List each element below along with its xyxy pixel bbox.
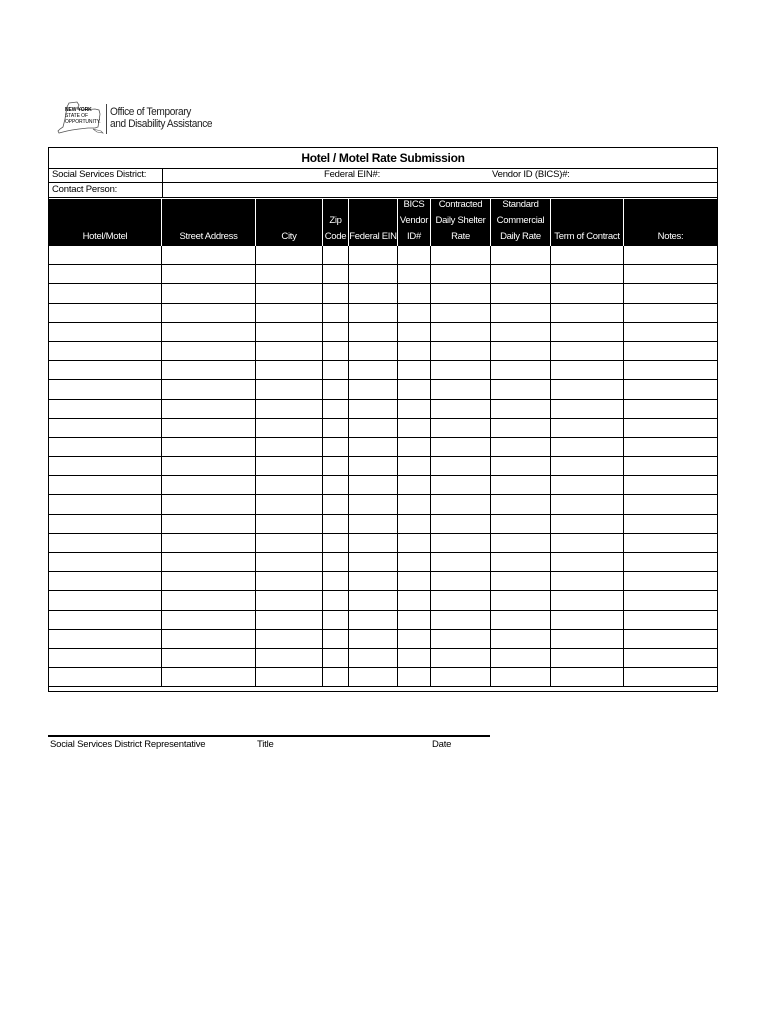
cell-notes[interactable] (624, 246, 717, 264)
state-wordmark: NEW YORK STATE OF OPPORTUNITY. (65, 107, 101, 125)
cell-zip-code[interactable] (323, 342, 349, 360)
cell-contracted-rate[interactable] (431, 515, 491, 533)
cell-bics-vendor-id[interactable] (398, 361, 431, 379)
table-row (49, 342, 717, 361)
cell-zip-code[interactable] (323, 572, 349, 590)
cell-zip-code[interactable] (323, 476, 349, 494)
cell-commercial-rate[interactable] (491, 419, 551, 437)
cell-contracted-rate[interactable] (431, 323, 491, 341)
cell-hotel-motel[interactable] (49, 515, 162, 533)
cell-contracted-rate[interactable] (431, 380, 491, 398)
cell-contracted-rate[interactable] (431, 630, 491, 648)
cell-hotel-motel[interactable] (49, 534, 162, 552)
cell-federal-ein[interactable] (349, 476, 398, 494)
cell-hotel-motel[interactable] (49, 342, 162, 360)
cell-bics-vendor-id[interactable] (398, 438, 431, 456)
cell-contracted-rate[interactable] (431, 668, 491, 686)
cell-contracted-rate[interactable] (431, 265, 491, 283)
cell-notes[interactable] (624, 591, 717, 609)
vendor-id-label: Vendor ID (BICS)#: (492, 169, 570, 180)
cell-bics-vendor-id[interactable] (398, 304, 431, 322)
col-header-hotel-motel: Hotel/Motel (49, 199, 162, 246)
col-header-contracted-rate: Contracted Daily Shelter Rate (431, 199, 491, 246)
cell-street-address[interactable] (162, 246, 256, 264)
cell-bics-vendor-id[interactable] (398, 476, 431, 494)
cell-hotel-motel[interactable] (49, 304, 162, 322)
cell-federal-ein[interactable] (349, 323, 398, 341)
cell-notes[interactable] (624, 304, 717, 322)
cell-federal-ein[interactable] (349, 304, 398, 322)
table-row (49, 419, 717, 438)
cell-street-address[interactable] (162, 649, 256, 667)
cell-bics-vendor-id[interactable] (398, 495, 431, 513)
cell-city[interactable] (256, 323, 323, 341)
cell-bics-vendor-id[interactable] (398, 342, 431, 360)
cell-term-of-contract[interactable] (551, 265, 624, 283)
table-row (49, 553, 717, 572)
cell-federal-ein[interactable] (349, 419, 398, 437)
cell-commercial-rate[interactable] (491, 265, 551, 283)
cell-city[interactable] (256, 591, 323, 609)
cell-hotel-motel[interactable] (49, 361, 162, 379)
cell-federal-ein[interactable] (349, 611, 398, 629)
col-header-commercial-rate: Standard Commercial Daily Rate (491, 199, 551, 246)
cell-contracted-rate[interactable] (431, 246, 491, 264)
signature-line (48, 735, 490, 737)
cell-street-address[interactable] (162, 457, 256, 475)
cell-notes[interactable] (624, 323, 717, 341)
cell-notes[interactable] (624, 649, 717, 667)
cell-commercial-rate[interactable] (491, 323, 551, 341)
cell-zip-code[interactable] (323, 515, 349, 533)
cell-bics-vendor-id[interactable] (398, 534, 431, 552)
cell-term-of-contract[interactable] (551, 419, 624, 437)
cell-notes[interactable] (624, 534, 717, 552)
cell-contracted-rate[interactable] (431, 438, 491, 456)
cell-hotel-motel[interactable] (49, 668, 162, 686)
cell-federal-ein[interactable] (349, 342, 398, 360)
cell-term-of-contract[interactable] (551, 572, 624, 590)
cell-contracted-rate[interactable] (431, 476, 491, 494)
cell-bics-vendor-id[interactable] (398, 591, 431, 609)
cell-term-of-contract[interactable] (551, 323, 624, 341)
cell-contracted-rate[interactable] (431, 400, 491, 418)
cell-street-address[interactable] (162, 265, 256, 283)
cell-contracted-rate[interactable] (431, 495, 491, 513)
cell-commercial-rate[interactable] (491, 534, 551, 552)
table-row (49, 534, 717, 553)
cell-federal-ein[interactable] (349, 380, 398, 398)
cell-city[interactable] (256, 438, 323, 456)
cell-city[interactable] (256, 361, 323, 379)
cell-bics-vendor-id[interactable] (398, 419, 431, 437)
cell-street-address[interactable] (162, 515, 256, 533)
cell-term-of-contract[interactable] (551, 342, 624, 360)
agency-name: Office of Temporary and Disability Assistance (110, 106, 213, 130)
cell-contracted-rate[interactable] (431, 304, 491, 322)
cell-notes[interactable] (624, 342, 717, 360)
cell-zip-code[interactable] (323, 649, 349, 667)
cell-term-of-contract[interactable] (551, 304, 624, 322)
cell-street-address[interactable] (162, 553, 256, 571)
cell-hotel-motel[interactable] (49, 438, 162, 456)
table-row (49, 361, 717, 380)
table-row (49, 495, 717, 514)
table-row (49, 457, 717, 476)
col-header-zip-code: Zip Code (323, 199, 349, 246)
cell-notes[interactable] (624, 380, 717, 398)
cell-city[interactable] (256, 246, 323, 264)
cell-street-address[interactable] (162, 572, 256, 590)
cell-notes[interactable] (624, 476, 717, 494)
cell-federal-ein[interactable] (349, 572, 398, 590)
table-row (49, 476, 717, 495)
cell-city[interactable] (256, 630, 323, 648)
rep-label: Social Services District Representative (50, 739, 206, 750)
cell-commercial-rate[interactable] (491, 668, 551, 686)
cell-term-of-contract[interactable] (551, 649, 624, 667)
cell-hotel-motel[interactable] (49, 553, 162, 571)
cell-zip-code[interactable] (323, 438, 349, 456)
cell-term-of-contract[interactable] (551, 630, 624, 648)
cell-street-address[interactable] (162, 342, 256, 360)
cell-city[interactable] (256, 380, 323, 398)
cell-street-address[interactable] (162, 591, 256, 609)
cell-bics-vendor-id[interactable] (398, 265, 431, 283)
cell-city[interactable] (256, 611, 323, 629)
cell-federal-ein[interactable] (349, 515, 398, 533)
col-header-city: City (256, 199, 323, 246)
cell-commercial-rate[interactable] (491, 649, 551, 667)
cell-federal-ein[interactable] (349, 668, 398, 686)
cell-bics-vendor-id[interactable] (398, 515, 431, 533)
cell-city[interactable] (256, 304, 323, 322)
cell-hotel-motel[interactable] (49, 572, 162, 590)
cell-zip-code[interactable] (323, 265, 349, 283)
cell-city[interactable] (256, 476, 323, 494)
cell-contracted-rate[interactable] (431, 457, 491, 475)
table-row (49, 591, 717, 610)
cell-bics-vendor-id[interactable] (398, 380, 431, 398)
district-label: Social Services District: (52, 169, 147, 180)
cell-bics-vendor-id[interactable] (398, 630, 431, 648)
cell-term-of-contract[interactable] (551, 668, 624, 686)
cell-notes[interactable] (624, 630, 717, 648)
cell-zip-code[interactable] (323, 380, 349, 398)
cell-zip-code[interactable] (323, 361, 349, 379)
cell-term-of-contract[interactable] (551, 361, 624, 379)
cell-city[interactable] (256, 457, 323, 475)
cell-zip-code[interactable] (323, 591, 349, 609)
contact-row (49, 183, 717, 198)
cell-notes[interactable] (624, 400, 717, 418)
cell-notes[interactable] (624, 611, 717, 629)
cell-city[interactable] (256, 649, 323, 667)
cell-zip-code[interactable] (323, 304, 349, 322)
cell-street-address[interactable] (162, 668, 256, 686)
cell-city[interactable] (256, 400, 323, 418)
col-header-bics-vendor-id: BICS Vendor ID# (398, 199, 431, 246)
table-row (49, 246, 717, 265)
cell-city[interactable] (256, 572, 323, 590)
cell-zip-code[interactable] (323, 495, 349, 513)
cell-hotel-motel[interactable] (49, 419, 162, 437)
agency-logo (55, 101, 213, 139)
table-row (49, 284, 717, 303)
cell-term-of-contract[interactable] (551, 591, 624, 609)
cell-notes[interactable] (624, 495, 717, 513)
cell-contracted-rate[interactable] (431, 649, 491, 667)
cell-term-of-contract[interactable] (551, 438, 624, 456)
cell-city[interactable] (256, 534, 323, 552)
col-header-notes: Notes: (657, 231, 684, 242)
cell-hotel-motel[interactable] (49, 284, 162, 302)
cell-term-of-contract[interactable] (551, 380, 624, 398)
cell-contracted-rate[interactable] (431, 361, 491, 379)
cell-bics-vendor-id[interactable] (398, 611, 431, 629)
cell-contracted-rate[interactable] (431, 419, 491, 437)
cell-commercial-rate[interactable] (491, 572, 551, 590)
cell-bics-vendor-id[interactable] (398, 400, 431, 418)
logo-divider (106, 104, 107, 134)
cell-commercial-rate[interactable] (491, 400, 551, 418)
cell-city[interactable] (256, 419, 323, 437)
cell-hotel-motel[interactable] (49, 649, 162, 667)
cell-commercial-rate[interactable] (491, 284, 551, 302)
cell-zip-code[interactable] (323, 457, 349, 475)
district-row (49, 168, 717, 183)
cell-hotel-motel[interactable] (49, 611, 162, 629)
cell-notes[interactable] (624, 553, 717, 571)
cell-commercial-rate[interactable] (491, 380, 551, 398)
cell-bics-vendor-id[interactable] (398, 457, 431, 475)
cell-term-of-contract[interactable] (551, 553, 624, 571)
cell-bics-vendor-id[interactable] (398, 246, 431, 264)
cell-street-address[interactable] (162, 419, 256, 437)
cell-contracted-rate[interactable] (431, 342, 491, 360)
table-row (49, 304, 717, 323)
cell-notes[interactable] (624, 438, 717, 456)
cell-commercial-rate[interactable] (491, 457, 551, 475)
cell-city[interactable] (256, 515, 323, 533)
cell-term-of-contract[interactable] (551, 495, 624, 513)
cell-zip-code[interactable] (323, 284, 349, 302)
table-row (49, 323, 717, 342)
cell-hotel-motel[interactable] (49, 630, 162, 648)
cell-notes[interactable] (624, 419, 717, 437)
cell-hotel-motel[interactable] (49, 495, 162, 513)
cell-notes[interactable] (624, 515, 717, 533)
cell-federal-ein[interactable] (349, 361, 398, 379)
col-header-term-of-contract: Term of Contract (551, 199, 624, 246)
table-row (49, 572, 717, 591)
cell-zip-code[interactable] (323, 668, 349, 686)
cell-federal-ein[interactable] (349, 553, 398, 571)
cell-zip-code[interactable] (323, 611, 349, 629)
cell-bics-vendor-id[interactable] (398, 668, 431, 686)
cell-hotel-motel[interactable] (49, 265, 162, 283)
table-row (49, 380, 717, 399)
table-row (49, 668, 717, 687)
table-header (49, 199, 717, 246)
cell-contracted-rate[interactable] (431, 591, 491, 609)
table-row (49, 649, 717, 668)
cell-commercial-rate[interactable] (491, 476, 551, 494)
cell-federal-ein[interactable] (349, 534, 398, 552)
cell-notes[interactable] (624, 572, 717, 590)
cell-federal-ein[interactable] (349, 457, 398, 475)
table-row (49, 438, 717, 457)
cell-federal-ein[interactable] (349, 649, 398, 667)
cell-notes[interactable] (624, 284, 717, 302)
cell-term-of-contract[interactable] (551, 476, 624, 494)
cell-hotel-motel[interactable] (49, 380, 162, 398)
cell-street-address[interactable] (162, 534, 256, 552)
cell-hotel-motel[interactable] (49, 246, 162, 264)
cell-street-address[interactable] (162, 323, 256, 341)
date-label: Date (432, 739, 452, 750)
col-header-street-address: Street Address (162, 199, 256, 246)
cell-zip-code[interactable] (323, 630, 349, 648)
cell-city[interactable] (256, 284, 323, 302)
cell-street-address[interactable] (162, 438, 256, 456)
cell-zip-code[interactable] (323, 400, 349, 418)
cell-city[interactable] (256, 553, 323, 571)
cell-commercial-rate[interactable] (491, 246, 551, 264)
cell-zip-code[interactable] (323, 553, 349, 571)
table-row (49, 265, 717, 284)
cell-federal-ein[interactable] (349, 284, 398, 302)
cell-zip-code[interactable] (323, 419, 349, 437)
cell-notes[interactable] (624, 265, 717, 283)
cell-zip-code[interactable] (323, 323, 349, 341)
cell-federal-ein[interactable] (349, 495, 398, 513)
table-row (49, 611, 717, 630)
cell-contracted-rate[interactable] (431, 572, 491, 590)
cell-bics-vendor-id[interactable] (398, 572, 431, 590)
cell-street-address[interactable] (162, 284, 256, 302)
contact-label: Contact Person: (52, 184, 118, 195)
cell-commercial-rate[interactable] (491, 553, 551, 571)
cell-term-of-contract[interactable] (551, 246, 624, 264)
cell-street-address[interactable] (162, 476, 256, 494)
cell-term-of-contract[interactable] (551, 515, 624, 533)
cell-commercial-rate[interactable] (491, 611, 551, 629)
cell-commercial-rate[interactable] (491, 591, 551, 609)
cell-city[interactable] (256, 495, 323, 513)
cell-term-of-contract[interactable] (551, 457, 624, 475)
col-header-federal-ein: Federal EIN (349, 199, 398, 246)
cell-bics-vendor-id[interactable] (398, 649, 431, 667)
cell-street-address[interactable] (162, 304, 256, 322)
cell-federal-ein[interactable] (349, 246, 398, 264)
cell-street-address[interactable] (162, 361, 256, 379)
title-label: Title (257, 739, 274, 750)
cell-hotel-motel[interactable] (49, 400, 162, 418)
cell-commercial-rate[interactable] (491, 361, 551, 379)
cell-hotel-motel[interactable] (49, 591, 162, 609)
cell-notes[interactable] (624, 457, 717, 475)
cell-zip-code[interactable] (323, 246, 349, 264)
cell-city[interactable] (256, 265, 323, 283)
cell-bics-vendor-id[interactable] (398, 553, 431, 571)
cell-hotel-motel[interactable] (49, 323, 162, 341)
cell-federal-ein[interactable] (349, 630, 398, 648)
cell-federal-ein[interactable] (349, 438, 398, 456)
cell-commercial-rate[interactable] (491, 342, 551, 360)
table-body (49, 246, 717, 687)
federal-ein-label: Federal EIN#: (324, 169, 381, 180)
cell-street-address[interactable] (162, 611, 256, 629)
cell-commercial-rate[interactable] (491, 495, 551, 513)
table-row (49, 515, 717, 534)
table-row (49, 400, 717, 419)
cell-federal-ein[interactable] (349, 265, 398, 283)
cell-term-of-contract[interactable] (551, 534, 624, 552)
cell-city[interactable] (256, 342, 323, 360)
cell-contracted-rate[interactable] (431, 284, 491, 302)
cell-commercial-rate[interactable] (491, 304, 551, 322)
cell-commercial-rate[interactable] (491, 630, 551, 648)
cell-city[interactable] (256, 668, 323, 686)
cell-commercial-rate[interactable] (491, 515, 551, 533)
cell-hotel-motel[interactable] (49, 476, 162, 494)
cell-street-address[interactable] (162, 400, 256, 418)
rate-submission-form (48, 147, 718, 692)
form-title: Hotel / Motel Rate Submission (49, 148, 717, 169)
cell-street-address[interactable] (162, 380, 256, 398)
cell-contracted-rate[interactable] (431, 611, 491, 629)
cell-contracted-rate[interactable] (431, 534, 491, 552)
cell-zip-code[interactable] (323, 534, 349, 552)
cell-bics-vendor-id[interactable] (398, 284, 431, 302)
cell-bics-vendor-id[interactable] (398, 323, 431, 341)
table-row (49, 630, 717, 649)
cell-federal-ein[interactable] (349, 591, 398, 609)
cell-street-address[interactable] (162, 630, 256, 648)
cell-commercial-rate[interactable] (491, 438, 551, 456)
cell-federal-ein[interactable] (349, 400, 398, 418)
cell-term-of-contract[interactable] (551, 611, 624, 629)
cell-term-of-contract[interactable] (551, 400, 624, 418)
cell-term-of-contract[interactable] (551, 284, 624, 302)
cell-contracted-rate[interactable] (431, 553, 491, 571)
cell-notes[interactable] (624, 361, 717, 379)
cell-notes[interactable] (624, 668, 717, 686)
cell-street-address[interactable] (162, 495, 256, 513)
cell-hotel-motel[interactable] (49, 457, 162, 475)
